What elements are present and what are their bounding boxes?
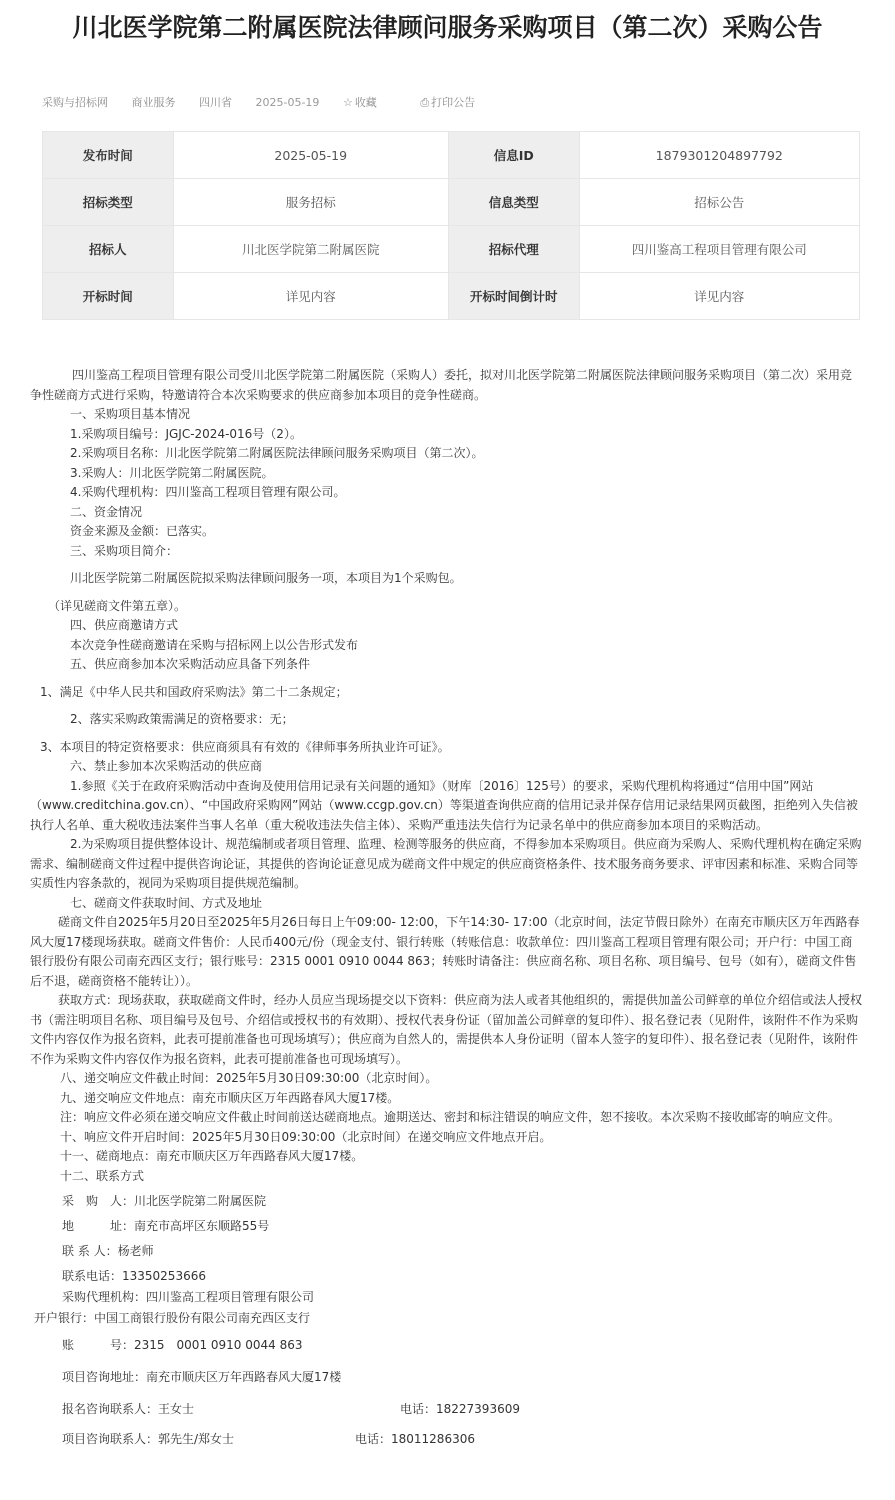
section-item: 1.参照《关于在政府采购活动中查询及使用信用记录有关问题的通知》（财库〔2016〕125号）的要求，采购代理机构将通过“信用中国”网站（www.creditchina.gov.cn）、“中国政府采购网”网站（www.ccgp.gov.cn）等渠道查询供应商的信用记录并保存信用记录结果网页截图，拒绝列入失信被执行人名单、重大税收违法案件当事人名单（重大税收违法失信主体）、采购严重违法失信行为记录名单中的供应商参加本项目的采购活动。 — [30, 778, 858, 832]
section-heading: 八、递交响应文件截止时间：2025年5月30日09:30:00（北京时间）。 — [60, 1071, 438, 1085]
contact-row — [30, 1368, 862, 1400]
section-item: 川北医学院第二附属医院拟采购法律顾问服务一项，本项目为1个采购包。 — [70, 571, 462, 585]
section-heading: 三、采购项目简介： — [70, 543, 179, 558]
contact-row — [30, 1217, 862, 1242]
meta-site-link[interactable]: 采购与招标网 — [42, 96, 108, 109]
info-label: 信息类型 — [448, 179, 579, 226]
favorite-button[interactable] — [343, 96, 397, 109]
info-value: 招标公告 — [579, 179, 859, 226]
contact-reg-phone: 电话：18227393609 — [400, 1402, 520, 1416]
info-row — [43, 179, 860, 226]
contact-row — [30, 1267, 862, 1288]
info-value: 服务招标 — [173, 179, 448, 226]
contact-bank: 开户银行：中国工商银行股份有限公司南充西区支行 — [34, 1311, 311, 1325]
section-heading: 六、禁止参加本次采购活动的供应商 — [70, 759, 263, 773]
info-label: 开标时间 — [43, 273, 174, 320]
info-value: 详见内容 — [579, 273, 859, 320]
contact-project-address: 项目咨询地址：南充市顺庆区万年西路春风大厦17楼 — [62, 1370, 342, 1384]
info-label: 开标时间倒计时 — [448, 273, 579, 320]
section-item: 1.采购项目编号：JGJC-2024-016号（2）。 — [70, 426, 302, 441]
section-item: 本次竞争性磋商邀请在采购与招标网上以公告形式发布 — [70, 637, 359, 652]
contact-block — [30, 1192, 862, 1455]
meta-date: 2025-05-19 — [255, 96, 320, 109]
section-item: 磋商文件自2025年5月20日至2025年5月26日每日上午09:00- 12:00，下午14:30- 17:00（北京时间，法定节假日除外）在南充市顺庆区万年西路春风大厦17楼现场获取。磋商文件售价：人民币400元/份（现金支付、银行转账（转账信息：收款单位：四川鉴高工程项目管理有限公司；开户行：中国工商银行股份有限公司南充西区支行；银行账号：2315 0001 0910 0044 863；转账时请备注：供应商名称、项目名称、项目编号、包号（如有），磋商文件售后不退，磋商资格不能转让））。 — [30, 915, 860, 988]
star-icon: ☆ — [342, 96, 353, 109]
info-value: 四川鉴高工程项目管理有限公司 — [579, 226, 859, 273]
info-row — [43, 132, 860, 179]
contact-proj-phone: 电话：18011286306 — [355, 1432, 475, 1446]
contact-reg-person: 报名咨询联系人：王女士 — [62, 1402, 195, 1416]
info-value: 川北医学院第二附属医院 — [173, 226, 448, 273]
info-table — [42, 131, 860, 320]
contact-row — [30, 1430, 862, 1455]
section-heading: 四、供应商邀请方式 — [70, 618, 179, 632]
section-item: 1、满足《中华人民共和国政府采购法》第二十二条规定； — [40, 684, 348, 699]
contact-row — [30, 1242, 862, 1267]
section-heading: 九、递交响应文件地点：南充市顺庆区万年西路春风大厦17楼。 — [60, 1090, 400, 1105]
section-item: 2.为采购项目提供整体设计、规范编制或者项目管理、监理、检测等服务的供应商，不得参加本采购项目。供应商为采购人、采购代理机构在确定采购需求、编制磋商文件过程中提供咨询论证，其提供的咨询论证意见成为磋商文件中规定的供应商资格条件、技术服务商务要求、评审因素和标准、采购合同等实质性内容条款的，视同为采购项目提供规范编制。 — [30, 837, 862, 890]
section-item: 4.采购代理机构：四川鉴高工程项目管理有限公司。 — [70, 485, 346, 499]
page-title: 川北医学院第二附属医院法律顾问服务采购项目（第二次）采购公告 — [72, 13, 823, 42]
intro-paragraph: 四川鉴高工程项目管理有限公司受川北医学院第二附属医院（采购人）委托，拟对川北医学院第二附属医院法律顾问服务采购项目（第二次）采用竞争性磋商方式进行采购，特邀请符合本次采购要求的供应商参加本项目的竞争性磋商。 — [30, 368, 853, 402]
contact-address: 地 址：南充市高坪区东顺路55号 — [62, 1219, 270, 1233]
contact-row — [30, 1400, 862, 1430]
info-row — [43, 226, 860, 273]
info-value: 详见内容 — [173, 273, 448, 320]
contact-row — [30, 1288, 862, 1309]
contact-purchaser: 采 购 人：川北医学院第二附属医院 — [62, 1194, 267, 1208]
contact-phone: 联系电话：13350253666 — [62, 1269, 206, 1283]
favorite-label: 收藏 — [354, 96, 377, 109]
contact-row — [30, 1309, 862, 1336]
section-heading: 一、采购项目基本情况 — [70, 407, 191, 421]
meta-category-link[interactable]: 商业服务 — [131, 96, 176, 109]
contact-row — [30, 1192, 862, 1217]
print-button[interactable] — [420, 96, 495, 109]
section-item: 3、本项目的特定资格要求：供应商须具有有效的《律师事务所执业许可证》。 — [40, 739, 450, 754]
section-heading: 十、响应文件开启时间：2025年5月30日09:30:00（北京时间）在递交响应文件地点开启。 — [60, 1129, 552, 1144]
info-value: 1879301204897792 — [579, 132, 859, 179]
contact-account: 账 号：2315 0001 0910 0044 863 — [62, 1338, 303, 1352]
section-item: 2.采购项目名称：川北医学院第二附属医院法律顾问服务采购项目（第二次）。 — [70, 446, 484, 460]
contact-proj-person: 项目咨询联系人：郭先生/郑女士 — [62, 1432, 235, 1446]
section-item: 2、落实采购政策需满足的资格要求：无； — [70, 712, 294, 726]
section-item: （详见磋商文件第五章）。 — [48, 598, 187, 613]
info-label: 招标类型 — [43, 179, 174, 226]
info-label: 发布时间 — [43, 132, 174, 179]
info-row — [43, 273, 860, 320]
print-icon: ⎙ — [420, 96, 430, 109]
contact-agency: 采购代理机构：四川鉴高工程项目管理有限公司 — [62, 1290, 315, 1304]
info-label: 招标代理 — [448, 226, 579, 273]
print-label: 打印公告 — [431, 96, 476, 109]
info-label: 信息ID — [448, 132, 579, 179]
section-item: 资金来源及金额：已落实。 — [70, 524, 215, 538]
section-heading: 十一、磋商地点：南充市顺庆区万年西路春风大厦17楼。 — [60, 1149, 364, 1163]
section-heading: 十二、联系方式 — [60, 1168, 145, 1183]
section-heading: 七、磋商文件获取时间、方式及地址 — [70, 895, 263, 910]
meta-bar — [42, 94, 515, 110]
info-value: 2025-05-19 — [173, 132, 448, 179]
section-note: 注：响应文件必须在递交响应文件截止时间前送达磋商地点。逾期送达、密封和标注错误的响应文件，恕不接收。本次采购不接收邮寄的响应文件。 — [60, 1110, 841, 1124]
contact-row — [30, 1336, 862, 1368]
meta-region-link[interactable]: 四川省 — [199, 96, 232, 109]
announcement-body — [30, 366, 862, 1455]
section-heading: 五、供应商参加本次采购活动应具备下列条件 — [70, 657, 311, 671]
section-heading: 二、资金情况 — [70, 504, 143, 519]
section-item: 3.采购人：川北医学院第二附属医院。 — [70, 465, 274, 480]
section-item: 获取方式：现场获取，获取磋商文件时，经办人员应当现场提交以下资料：供应商为法人或者其他组织的，需提供加盖公司鲜章的单位介绍信或法人授权书（需注明项目名称、项目编号及包号、介绍信或授权书的有效期）、授权代表身份证（留加盖公司鲜章的复印件）、报名登记表（见附件，该附件不作为采购文件内容仅作为报名资料，此表可提前准备也可现场填写）；供应商为自然人的，需提供本人身份证明（留本人签字的复印件）、报名登记表（见附件，该附件不作为采购文件内容仅作为报名资料，此表可提前准备也可现场填写）。 — [30, 993, 863, 1066]
info-label: 招标人 — [43, 226, 174, 273]
contact-person: 联 系 人：杨老师 — [62, 1244, 154, 1258]
